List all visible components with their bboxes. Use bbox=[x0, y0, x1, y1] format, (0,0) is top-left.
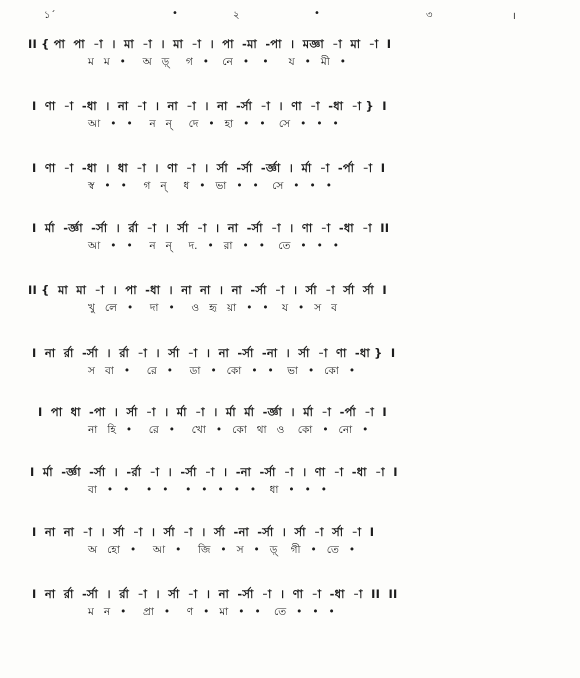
swara-line: I না র্রা -র্সা । র্রা -া । র্সা -া । না -র্সা -না । র্সা -া ণা -ধা } I bbox=[32, 346, 396, 360]
swara-line: II { পা পা -া । মা -া । মা -া । পা -মা -পা । মজ্ঞা -া মা -া I bbox=[28, 37, 392, 51]
lyric-line: অ হো • আ • জি • স • ড়্ গী • তে • bbox=[88, 544, 356, 556]
lyric-line: স বা • রে • ডা • কো • • ভা • কো • bbox=[88, 365, 356, 377]
swara-line: I ণা -া -ধা । ধা -া । ণা -া । র্সা -র্সা -র্জ্ঞা । র্মা -া -র্পা -া I bbox=[32, 161, 386, 175]
lyric-line: ম ম • অ ড়্ গ • নে • • য • মী • bbox=[88, 56, 346, 68]
tala-mark: • bbox=[314, 8, 320, 19]
lyric-line: আ • • ন ন্ দ. • রা • • তে • • • bbox=[88, 240, 339, 252]
lyric-line: ম ন • প্রা • ণ • মা • • তে • • • bbox=[88, 606, 335, 618]
tala-mark: । bbox=[512, 11, 516, 22]
lyric-line: বা • • • • • • • • • ধা • • • bbox=[88, 484, 327, 496]
tala-mark: ২ bbox=[233, 10, 240, 21]
swara-line: I র্মা -র্জ্ঞা -র্সা । -র্রা -া । -র্সা -া । -না -র্সা -া । ণা -া -ধা -া I bbox=[30, 465, 398, 479]
swara-line: I পা ধা -পা । র্সা -া । র্মা -া । র্মা র্মা -র্জ্ঞা । র্মা -া -র্পা -া I bbox=[38, 405, 387, 419]
tala-mark: ৩ bbox=[426, 10, 433, 21]
lyric-line: খু লে • দা • ও হৃ য়া • • য • স ব bbox=[88, 302, 338, 314]
tala-mark: • bbox=[172, 8, 178, 19]
lyric-line: না হি • রে • খো • কো থা ও কো • নো • bbox=[88, 424, 369, 436]
lyric-line: স্ব • • গ ন্ ধ • ভা • • সে • • • bbox=[88, 180, 332, 192]
swara-line: I না র্রা -র্সা । র্রা -া । র্সা -া । না -র্সা -া । ণা -া -ধা -া II II bbox=[32, 587, 398, 601]
swara-line: I ণা -া -ধা । না -া । না -া । না -র্সা -া । ণা -া -ধা -া } I bbox=[32, 99, 387, 113]
lyric-line: আ • • ন ন্ দে • হা • • সে • • • bbox=[88, 118, 339, 130]
swara-line: I র্মা -র্জ্ঞা -র্সা । র্রা -া । র্সা -া । না -র্সা -া । ণা -া -ধা -া II bbox=[32, 221, 390, 235]
swara-line: I না না -া । র্সা -া । র্সা -া । র্সা -না -র্সা । র্সা -া র্সা -া I bbox=[32, 525, 375, 539]
tala-mark: ১´ bbox=[44, 10, 56, 21]
swara-line: II { মা মা -া । পা -ধা । না না । না -র্সা -া । র্সা -া র্সা র্সা I bbox=[28, 283, 387, 297]
